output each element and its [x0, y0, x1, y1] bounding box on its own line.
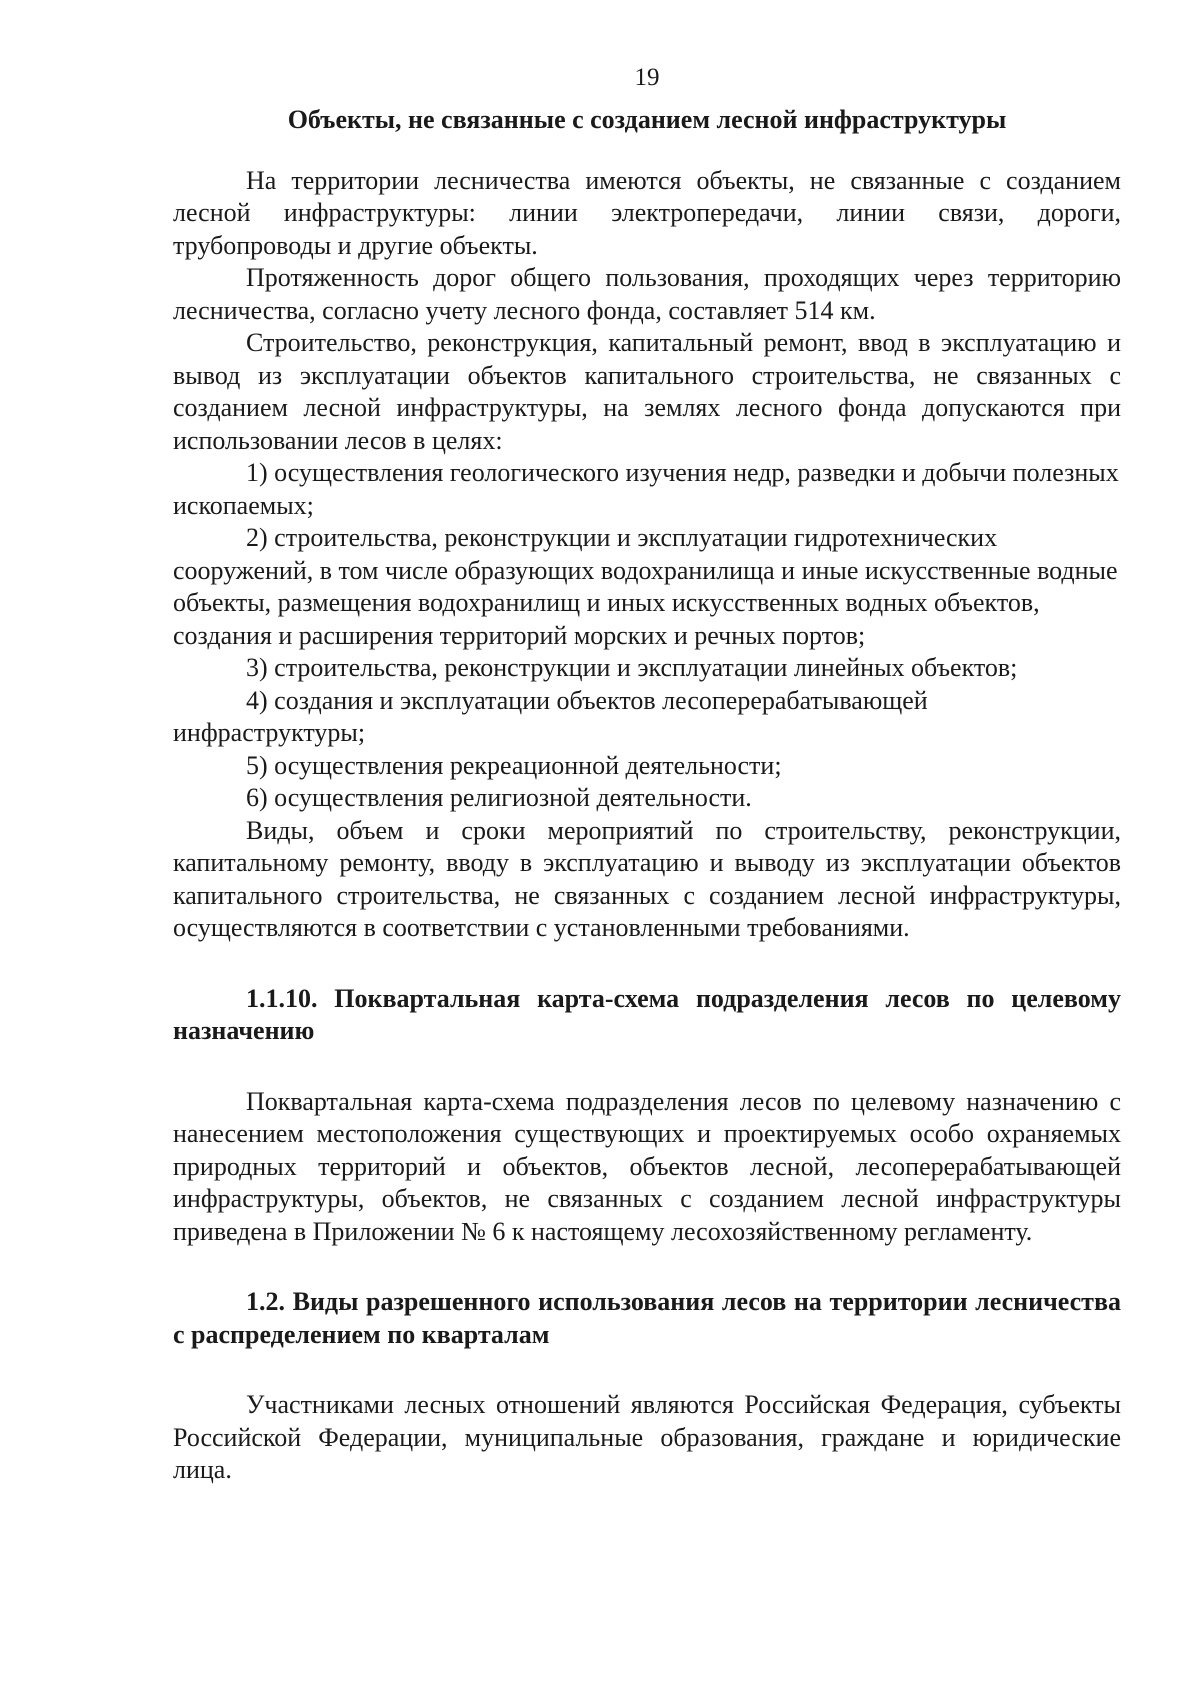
heading-section-1-1-10: 1.1.10. Поквартальная карта-схема подразделения лесов по целевому назначению	[173, 983, 1121, 1045]
paragraph-construction-purposes: Строительство, реконструкция, капитальный ремонт, ввод в эксплуатацию и вывод из эксплуатации объектов капитального строительства, не связанных с созданием лесной инфраструктуры, на землях лесного фонда допускаются при использовании лесов в целях:	[173, 328, 1121, 455]
list-item-geology: 1) осуществления геологического изучения недр, разведки и добычи полезных ископаемых;	[173, 458, 1119, 520]
paragraph-map-scheme: Поквартальная карта-схема подразделения лесов по целевому назначению с нанесением местоположения существующих и проектируемых особо охраняемых природных территорий и объектов, объектов лесной, лесоперерабатывающей инфраструктуры, объектов, не связанных с созданием лесной инфраструктуры приведена в Приложении № 6 к настоящему лесохозяйственному регламенту.	[173, 1086, 1121, 1246]
paragraph-roads-length: Протяженность дорог общего пользования, проходящих через территорию лесничества, согласно учету лесного фонда, составляет 514 км.	[173, 263, 1121, 325]
list-item-religion: 6) осуществления религиозной деятельности.	[246, 783, 752, 812]
list-item-recreation: 5) осуществления рекреационной деятельности;	[246, 750, 782, 780]
paragraph-participants: Участниками лесных отношений являются Российская Федерация, субъекты Российской Федерации, муниципальные образования, граждане и юридические лица.	[173, 1390, 1121, 1484]
list-item-hydro: 2) строительства, реконструкции и эксплуатации гидротехнических сооружений, в том числе образующих водохранилища и иные искусственные водные объекты, размещения водохранилищ и иных искусственных водных объектов, создания и расширения территорий морских и речных портов;	[173, 523, 1118, 650]
list-item-linear: 3) строительства, реконструкции и эксплуатации линейных объектов;	[246, 653, 1018, 682]
heading-objects: Объекты, не связанные с созданием лесной инфраструктуры	[287, 105, 1007, 134]
document-page	[173, 62, 1121, 1487]
list-item-wood-processing: 4) создания и эксплуатации объектов лесоперерабатывающей инфраструктуры;	[173, 685, 928, 747]
heading-section-1-2: 1.2. Виды разрешенного использования лесов на территории лесничества с распределением по кварталам	[173, 1287, 1121, 1349]
page-number: 19	[634, 64, 660, 91]
paragraph-requirements: Виды, объем и сроки мероприятий по строительству, реконструкции, капитальному ремонту, вводу в эксплуатацию и выводу из эксплуатации объектов капитального строительства, не связанных с созданием лесной инфраструктуры, осуществляются в соответствии с установленными требованиями.	[173, 815, 1121, 942]
paragraph-objects-intro: На территории лесничества имеются объекты, не связанные с созданием лесной инфраструктуры: линии электропередачи, линии связи, дороги, трубопроводы и другие объекты.	[173, 165, 1121, 260]
